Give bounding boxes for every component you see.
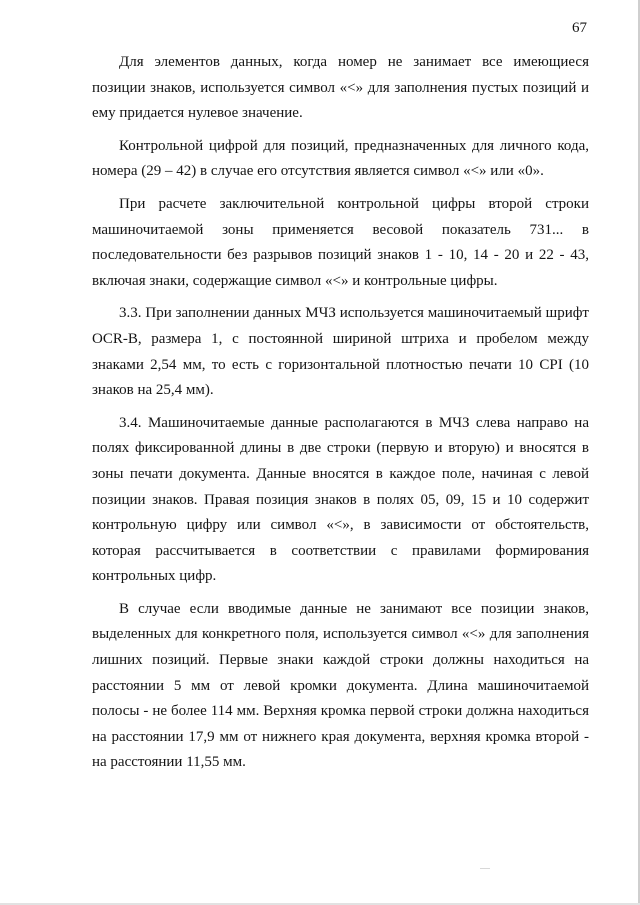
paragraph-personal-code-check-digit: Контрольной цифрой для позиций, предназначенных для личного кода, номера (29 – 42) в случае его отсутствия является символ «<» или «0». bbox=[92, 137, 589, 180]
paragraph-field-filling: В случае если вводимые данные не занимают все позиции знаков, выделенных для конкретного поля, используется символ «<» для заполнения лишних позиций. Первые знаки каждой строки должны находиться на расстоянии 5 мм от левой кромки документа. Длина машиночитаемой полосы - не более 114 мм. Верхняя кромка первой строки должна находиться на расстоянии 17,9 мм от нижнего края документа, верхняя кромка второй - на расстоянии 11,55 мм. bbox=[92, 600, 589, 771]
paragraph-empty-positions: Для элементов данных, когда номер не занимает все имеющиеся позиции знаков, используется символ «<» для заполнения пустых позиций и ему придается нулевое значение. bbox=[92, 54, 589, 122]
body-text bbox=[92, 50, 589, 783]
paragraph-final-check-digit: При расчете заключительной контрольной цифры второй строки машиночитаемой зоны применяется весовой показатель 731... в последовательности без разрывов позиций знаков 1 - 10, 14 - 20 и 22 - 43, включая знаки, содержащие символ «<» и контрольные цифры. bbox=[92, 195, 589, 289]
scan-artifact bbox=[480, 868, 490, 869]
page-number: 67 bbox=[572, 20, 587, 36]
paragraph-section-3-3: 3.3. При заполнении данных МЧЗ используется машиночитаемый шрифт OCR-B, размера 1, с постоянной шириной штриха и пробелом между знаками 2,54 мм, то есть с горизонтальной плотностью печати 10 CPI (10 знаков на 25,4 мм). bbox=[92, 305, 589, 399]
paragraph-section-3-4: 3.4. Машиночитаемые данные располагаются в МЧЗ слева направо на полях фиксированной длины в две строки (первую и вторую) и вносятся в зоны печати документа. Данные вносятся в каждое поле, начиная с левой позиции знаков. Правая позиция знаков в полях 05, 09, 15 и 10 содержит контрольную цифру или символ «<», в зависимости от обстоятельств, которая рассчитывается в соответствии с правилами формирования контрольных цифр. bbox=[92, 414, 589, 585]
